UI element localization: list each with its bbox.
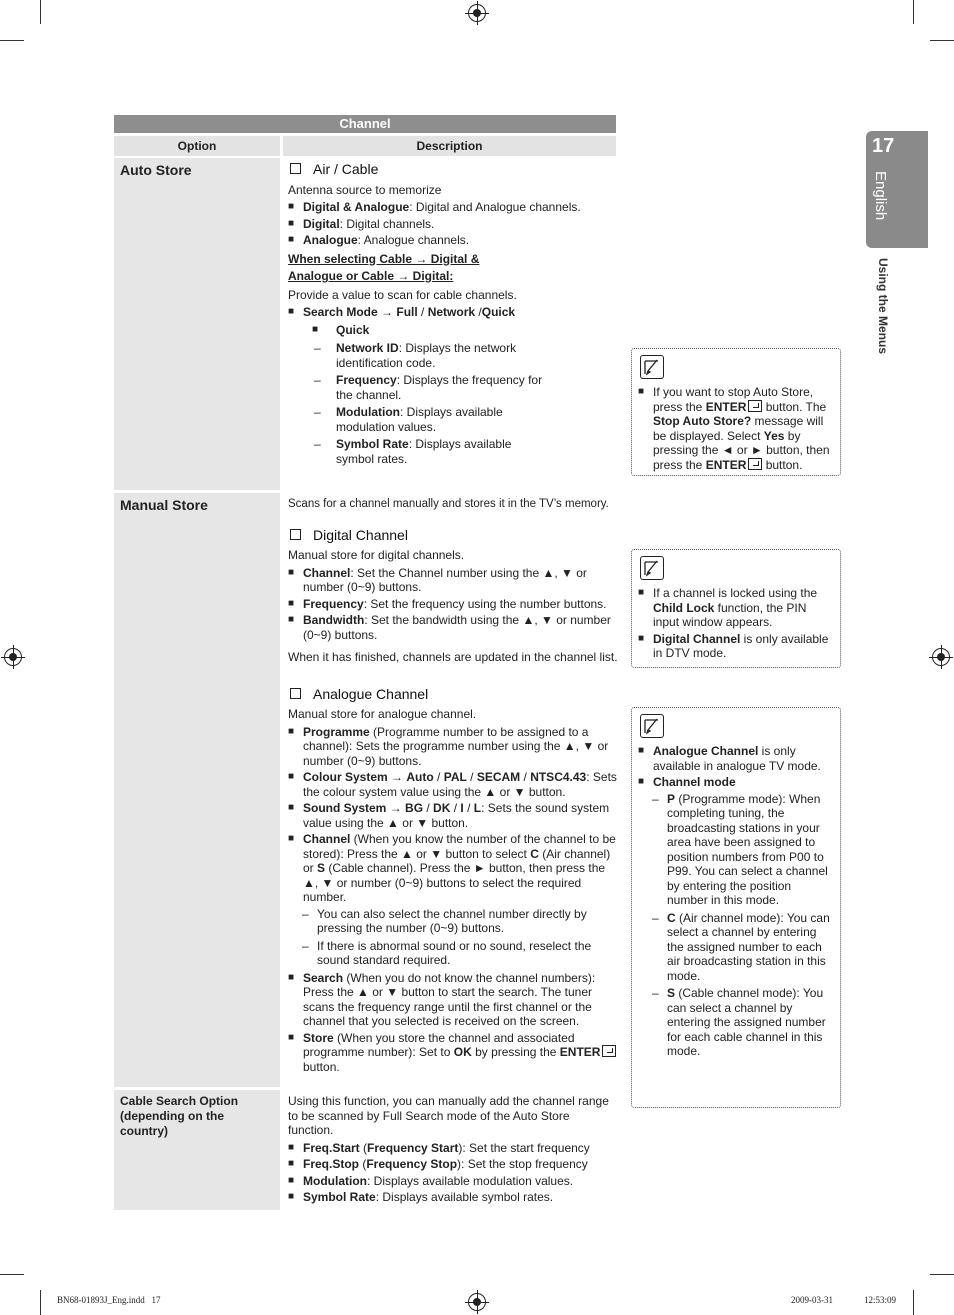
crop-mark xyxy=(913,1290,914,1315)
column-header-description: Description xyxy=(283,136,616,156)
bullet-list xyxy=(288,725,618,905)
checkbox-icon xyxy=(290,163,301,174)
description-text: Manual store for analogue channel. xyxy=(288,707,477,721)
note-icon xyxy=(640,556,664,580)
list-item: ■ If you want to stop Auto Store, press the ENTER button. The Stop Auto Store? message will be displayed. Select Yes by pressing the ◄ or ► button, then press the ENTER button. xyxy=(638,385,834,472)
list-item: ■ Freq.Start (Frequency Start): Set the start frequency xyxy=(288,1141,618,1156)
bullet-list xyxy=(638,586,834,661)
note-box-digital xyxy=(631,549,841,668)
list-item: – Frequency: Displays the frequency for the channel. xyxy=(288,373,543,402)
footer-filename: BN68-01893J_Eng.indd 17 xyxy=(57,1295,161,1305)
list-item: ■ Digital Channel is only available in DTV mode. xyxy=(638,632,834,661)
registration-mark-icon xyxy=(932,648,950,666)
list-item: – S (Cable channel mode): You can select a channel by entering the assigned number for each cable channel in this mode. xyxy=(638,986,834,1059)
list-item: ■ Programme (Programme number to be assigned to a channel): Sets the programme number using the ▲, ▼ or number (0~9) buttons. xyxy=(288,725,618,769)
list-item: ■ If a channel is locked using the Child Lock function, the PIN input window appears. xyxy=(638,586,834,630)
crop-mark xyxy=(40,0,41,24)
table-title: Channel xyxy=(114,115,616,133)
bullet-list xyxy=(288,1141,618,1205)
registration-mark-icon xyxy=(468,4,486,22)
list-item: – You can also select the channel number directly by pressing the number (0~9) buttons. xyxy=(288,907,618,936)
section-label: Using the Menus xyxy=(876,258,890,355)
list-item: – C (Air channel mode): You can select a channel by entering the assigned number to each air broadcasting station in this mode. xyxy=(638,911,834,984)
list-item: ■ Frequency: Set the frequency using the number buttons. xyxy=(288,597,618,612)
list-item: – Modulation: Displays available modulation values. xyxy=(288,405,543,434)
enter-icon xyxy=(748,458,762,470)
auto-store-description xyxy=(288,162,618,469)
list-item: ■ Search (When you do not know the channel numbers): Press the ▲ or ▼ button to start the search. The tuner scans the frequency range until the first channel or the channel that you selected is received on the screen. xyxy=(288,971,618,1029)
note-box-auto-store xyxy=(631,348,841,476)
bullet-list xyxy=(288,971,618,1075)
list-item: – If there is abnormal sound or no sound, reselect the sound standard required. xyxy=(288,939,618,968)
language-label: English xyxy=(872,171,889,221)
list-item: ■ Freq.Stop (Frequency Stop): Set the stop frequency xyxy=(288,1157,618,1172)
cable-heading: When selecting Cable → Digital & xyxy=(288,251,480,266)
bullet-list xyxy=(288,305,618,320)
option-cell-auto-store xyxy=(114,158,280,490)
option-label: Auto Store xyxy=(120,162,192,178)
description-text: When it has finished, channels are updated in the channel list. xyxy=(288,650,618,664)
list-item: ■ Colour System → Auto / PAL / SECAM / NTSC4.43: Sets the colour system value using the ▲ or ▼ button. xyxy=(288,770,618,799)
crop-mark xyxy=(0,40,24,41)
registration-mark-icon xyxy=(468,1293,486,1311)
channel-table xyxy=(114,115,616,153)
option-cell-manual-store xyxy=(114,493,280,1087)
list-item: ■ Digital & Analogue: Digital and Analogue channels. xyxy=(288,200,618,215)
list-item: ■ Sound System → BG / DK / I / L: Sets the sound system value using the ▲ or ▼ button. xyxy=(288,801,618,830)
crop-mark xyxy=(930,40,954,41)
list-item: – Symbol Rate: Displays available symbol rates. xyxy=(288,437,543,466)
footer-date: 2009-03-31 xyxy=(791,1295,833,1305)
description-text: Scans for a channel manually and stores it in the TV’s memory. xyxy=(288,498,609,510)
list-item: – P (Programme mode): When completing tuning, the broadcasting stations in your area have been assigned to position numbers from P00 to P99. You can select a channel by entering the position number in this mode. xyxy=(638,792,834,908)
note-icon xyxy=(640,714,664,738)
list-item: ■ Symbol Rate: Displays available symbol rates. xyxy=(288,1190,618,1205)
bullet-list xyxy=(288,200,618,248)
list-item: ■ Analogue Channel is only available in analogue TV mode. xyxy=(638,744,834,773)
manual-store-description xyxy=(288,497,618,1076)
list-item: ■ Channel (When you know the number of the channel to be stored): Press the ▲ or ▼ button to select C (Air channel) or S (Cable channel). Press the ► button, then press the ▲, ▼ or number (0~9) buttons to select the required number. xyxy=(288,832,618,905)
section-heading: Air / Cable xyxy=(288,162,618,177)
dash-list xyxy=(288,907,618,968)
list-item: ■ Channel: Set the Channel number using the ▲, ▼ or number (0~9) buttons. xyxy=(288,566,618,595)
list-item: ■ Analogue: Analogue channels. xyxy=(288,233,618,248)
option-cell-cable-search xyxy=(114,1090,280,1210)
crop-mark xyxy=(0,1274,24,1275)
bullet-list xyxy=(638,385,834,472)
cable-search-description xyxy=(288,1094,618,1207)
description-text: Using this function, you can manually add the channel range to be scanned by Full Search mode of the Auto Store function. xyxy=(288,1094,609,1137)
enter-icon xyxy=(602,1045,616,1057)
description-text: Manual store for digital channels. xyxy=(288,548,465,562)
page-number: 17 xyxy=(872,135,895,157)
list-item: ■ Channel mode xyxy=(638,775,834,790)
list-item: ■ Bandwidth: Set the bandwidth using the ▲, ▼ or number (0~9) buttons. xyxy=(288,613,618,642)
list-item: ■ Store (When you store the channel and associated programme number): Set to OK by pressing the ENTER button. xyxy=(288,1031,618,1075)
dash-list xyxy=(638,792,834,1059)
checkbox-icon xyxy=(290,529,301,540)
crop-mark xyxy=(40,1290,41,1315)
list-item: ■ Search Mode → Full / Network /Quick xyxy=(288,305,618,320)
bullet-list xyxy=(638,744,834,790)
list-item: ■ Digital: Digital channels. xyxy=(288,217,618,232)
quick-item: ■ Quick xyxy=(312,322,370,337)
bullet-list xyxy=(288,566,618,643)
option-label: Manual Store xyxy=(120,497,208,513)
list-item: – Network ID: Displays the network identification code. xyxy=(288,341,543,370)
section-heading: Analogue Channel xyxy=(288,687,618,702)
note-box-analogue xyxy=(631,707,841,1108)
description-text: Provide a value to scan for cable channels. xyxy=(288,287,517,302)
dash-list xyxy=(288,341,543,466)
checkbox-icon xyxy=(290,688,301,699)
footer-time: 12:53:09 xyxy=(864,1295,897,1305)
list-item: ■ Modulation: Displays available modulation values. xyxy=(288,1174,618,1189)
crop-mark xyxy=(930,1274,954,1275)
crop-mark xyxy=(913,0,914,24)
section-heading: Digital Channel xyxy=(288,528,618,543)
description-text: Antenna source to memorize xyxy=(288,182,442,197)
page-tab xyxy=(866,131,928,248)
cable-heading: Analogue or Cable → Digital: xyxy=(288,269,454,283)
note-icon xyxy=(640,355,664,379)
enter-icon xyxy=(748,400,762,412)
option-label: Cable Search Option (depending on the country) xyxy=(120,1094,239,1138)
registration-mark-icon xyxy=(4,648,22,666)
column-header-option: Option xyxy=(114,136,280,156)
